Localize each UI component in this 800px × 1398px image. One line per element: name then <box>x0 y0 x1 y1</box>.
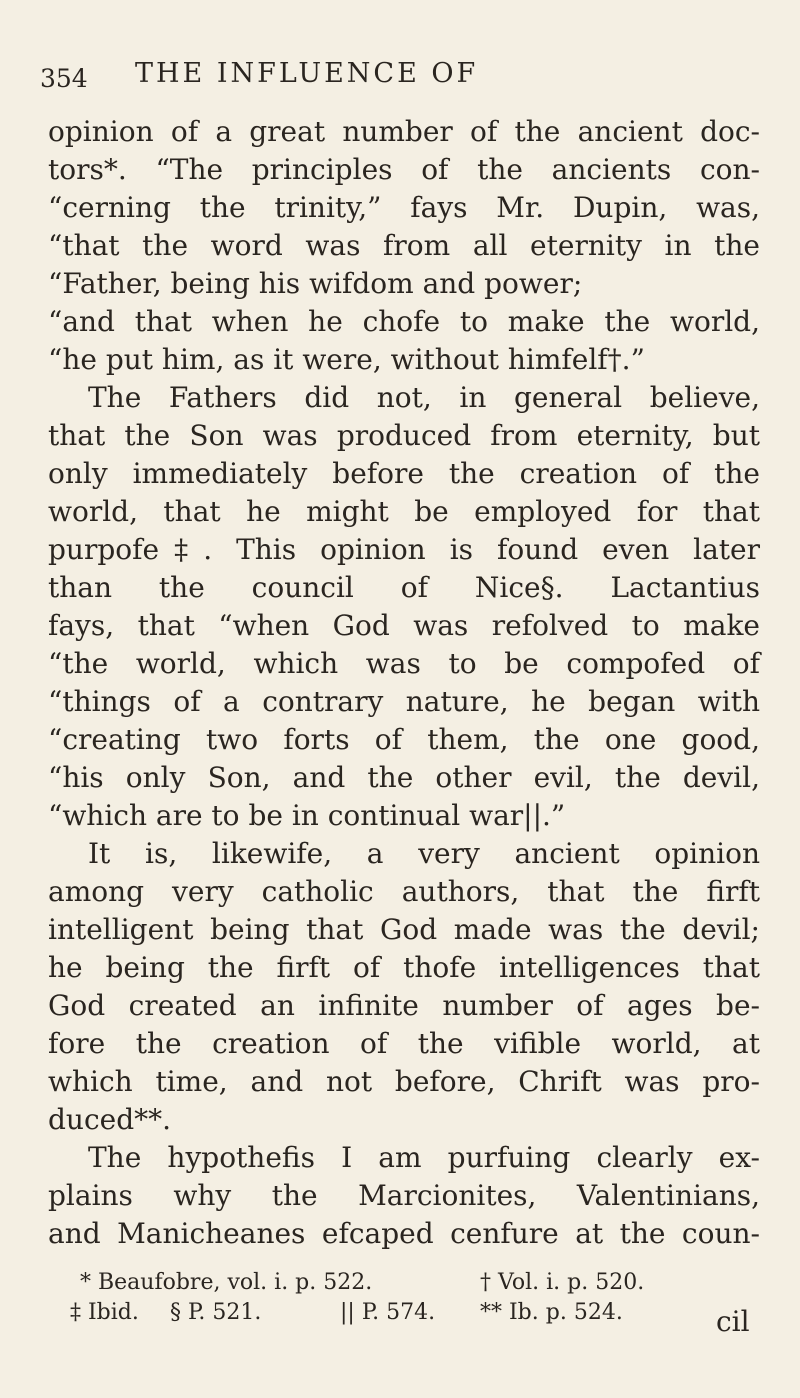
text-line: plains why the Marcionites, Valentinians, <box>48 1179 760 1212</box>
footnote: † Vol. i. p. 520. <box>480 1270 645 1295</box>
text-line: he being the firft of thofe intelligences that <box>48 951 760 984</box>
text-line: “he put him, as it were, without himfelf†.” <box>48 343 645 376</box>
text-line: “things of a contrary nature, he began with <box>48 685 760 718</box>
running-header <box>40 58 760 98</box>
footnote-row <box>40 1268 760 1298</box>
text-line: “which are to be in continual war||.” <box>48 799 566 832</box>
footnote: ** Ib. p. 524. <box>480 1300 623 1325</box>
text-line: God created an infinite number of ages be- <box>48 989 760 1022</box>
text-line: “and that when he chofe to make the world, <box>48 305 760 338</box>
text-line: duced**. <box>48 1103 172 1136</box>
text-line: “the world, which was to be compofed of <box>48 647 760 680</box>
text-line: only immediately before the creation of the <box>48 457 760 490</box>
footnote: || P. 574. <box>340 1300 436 1325</box>
text-line: intelligent being that God made was the devil; <box>48 913 760 946</box>
text-line: than the council of Nice§. Lactantius <box>48 571 760 604</box>
text-line: tors*. “The principles of the ancients con- <box>48 153 760 186</box>
text-line: The hypothefis I am purfuing clearly ex- <box>88 1141 760 1174</box>
text-line: opinion of a great number of the ancient doc- <box>48 115 760 148</box>
text-line: It is, likewife, a very ancient opinion <box>88 837 760 870</box>
footnote: § P. 521. <box>170 1300 262 1325</box>
footnote-row <box>40 1298 760 1328</box>
text-line: “his only Son, and the other evil, the devil, <box>48 761 760 794</box>
running-title: THE INFLUENCE OF <box>135 58 479 89</box>
footnote: * Beaufobre, vol. i. p. 522. <box>80 1270 373 1295</box>
text-line: that the Son was produced from eternity, but <box>48 419 760 452</box>
text-line: “cerning the trinity,” fays Mr. Dupin, was, <box>48 191 760 224</box>
text-line: which time, and not before, Chrift was pro- <box>48 1065 760 1098</box>
catchword: cil <box>716 1305 750 1338</box>
text-line: “creating two forts of them, the one good, <box>48 723 760 756</box>
text-line: and Manicheanes efcaped cenfure at the coun- <box>48 1217 760 1250</box>
footnote: ‡ Ibid. <box>70 1300 139 1325</box>
text-line: fays, that “when God was refolved to make <box>48 609 760 642</box>
text-line: world, that he might be employed for that <box>48 495 760 528</box>
text-line: “Father, being his wifdom and power; <box>48 267 583 300</box>
text-line: purpofe‡. This opinion is found even later <box>48 533 760 566</box>
text-line: “that the word was from all eternity in the <box>48 229 760 262</box>
text-line: among very catholic authors, that the firft <box>48 875 760 908</box>
text-line: fore the creation of the vifible world, at <box>48 1027 760 1060</box>
text-line: The Fathers did not, in general believe, <box>88 381 760 414</box>
page-number: 354 <box>40 64 88 93</box>
